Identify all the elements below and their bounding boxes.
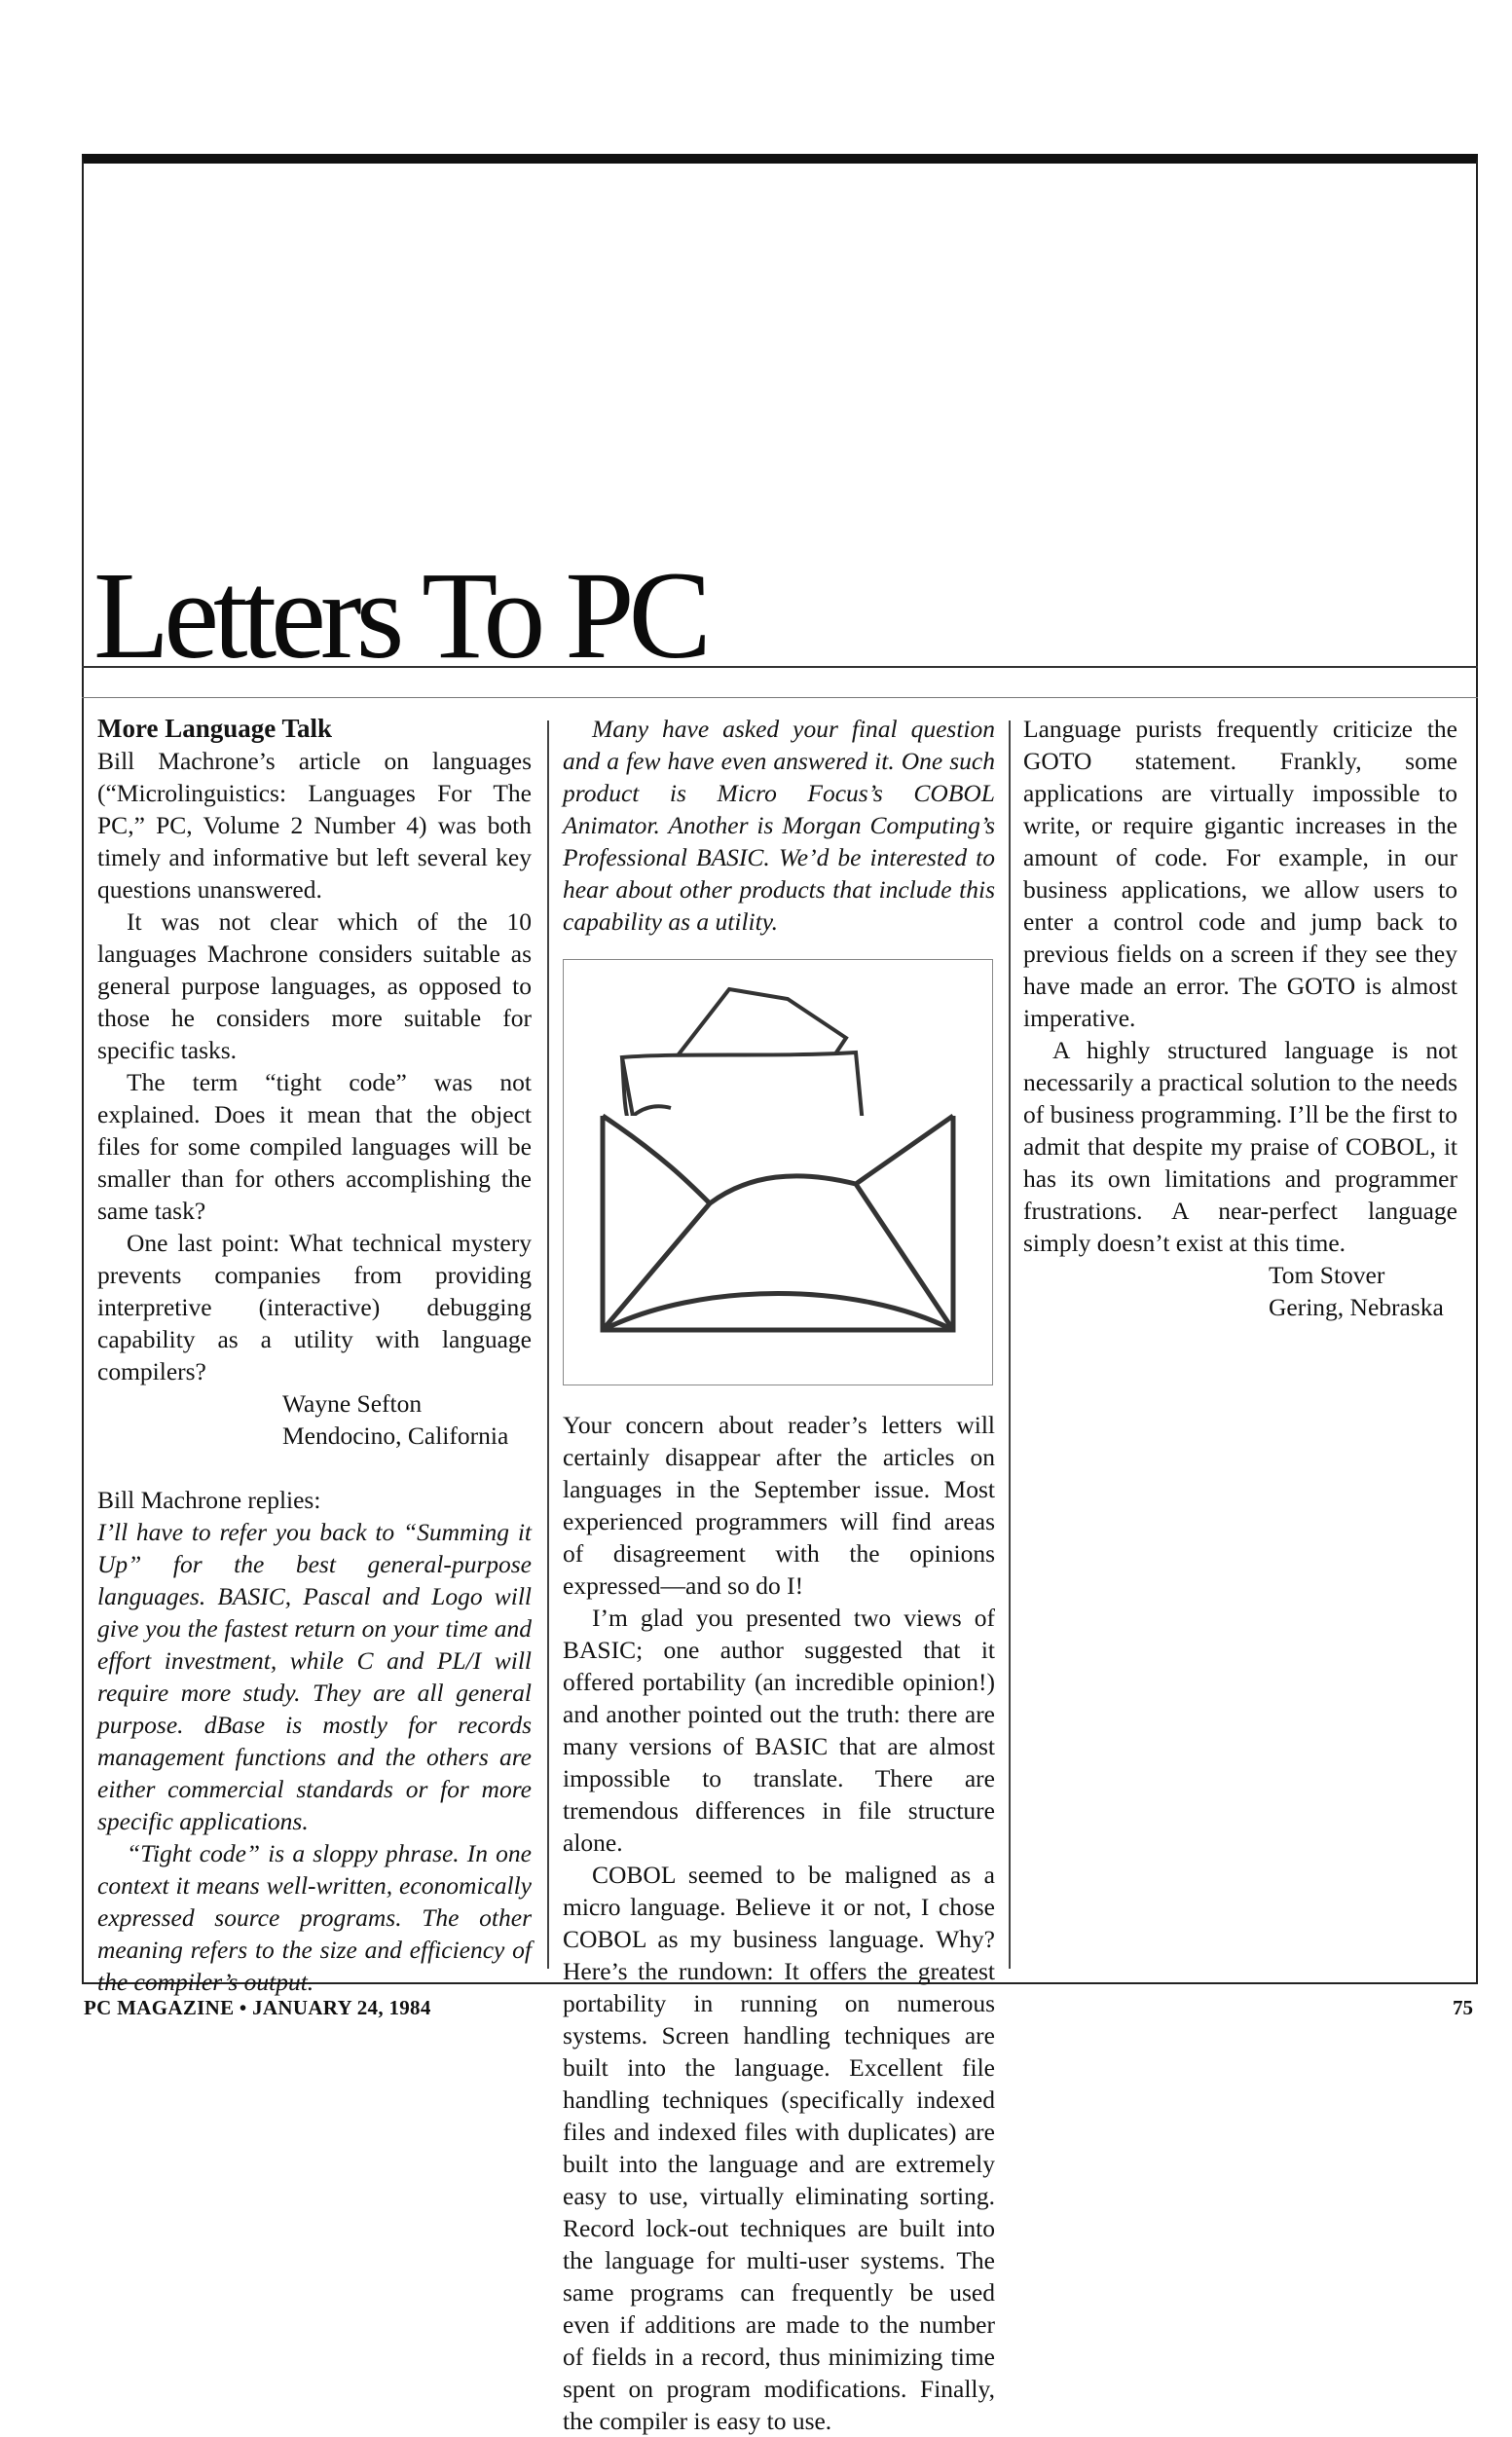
- letter-paragraph: Your concern about reader’s letters will certainly disappear after the articles on languages in the September issue. Most experienced programmers will find areas of disagreement with the opinions expressed—and so do I!: [563, 1411, 995, 1600]
- reply-paragraph: “Tight code” is a sloppy phrase. In one context it means well-written, economically expressed source programs. The other meaning refers to the size and efficiency of the compiler’s output.: [97, 1839, 532, 1996]
- letter-paragraph: It was not clear which of the 10 languages Machrone considers suitable as general purpose languages, as opposed to those he considers more suitable for specific tasks.: [97, 907, 532, 1064]
- envelope-with-letter-icon: [563, 959, 993, 1385]
- signature-place: Gering, Nebraska: [1269, 1293, 1444, 1321]
- reply-paragraph: I’ll have to refer you back to “Summing it Up” for the best general-purpose languages. BASIC, Pascal and Logo will give you the fastest return on your time and effort investment, while C and PL/I will require more study. They are all general purpose. dBase is mostly for records management functions and the others are either commercial standards or for more specific applications.: [97, 1518, 532, 1835]
- column-2-content: [563, 713, 995, 2435]
- page-number: 75: [1453, 1996, 1473, 2019]
- letter-paragraph: One last point: What technical mystery prevents companies from providing interpretive (interactive) debugging capability as a utility with language compilers?: [97, 1229, 532, 1385]
- signature-name: Tom Stover: [1269, 1261, 1385, 1289]
- letter-paragraph: A highly structured language is not necessarily a practical solution to the needs of business programming. I’ll be the first to admit that despite my praise of COBOL, it has its own limitations and programmer frustrations. A near-perfect language simply doesn’t exist at this time.: [1023, 1036, 1457, 1257]
- title-rule-thin: [82, 697, 1478, 698]
- footer-magazine: PC MAGAZINE • JANUARY 24, 1984: [84, 1996, 431, 2019]
- title-rule: [82, 666, 1478, 668]
- column-divider: [1009, 720, 1011, 1969]
- column-1: [97, 713, 532, 1998]
- letter-paragraph: COBOL seemed to be maligned as a micro language. Believe it or not, I chose COBOL as my business language. Why? Here’s the rundown: It offers the greatest portability in running on numerous systems. Screen handling techniques are built into the language. Excellent file handling techniques (specifically indexed files and indexed files with duplicates) are built into the language and are extremely easy to use, virtually eliminating sorting. Record lock-out techniques are built into the language for multi-user systems. The same programs can frequently be used even if additions are made to the number of fields in a record, thus minimizing time spent on program modifications. Finally, the compiler is easy to use.: [563, 1861, 995, 2435]
- letter-paragraph: I’m glad you presented two views of BASIC; one author suggested that it offered portability (an incredible opinion!) and another pointed out the truth: there are many versions of BASIC that are almost impossible to translate. There are tremendous differences in file structure alone.: [563, 1604, 995, 1857]
- signature-name: Wayne Sefton: [282, 1389, 423, 1418]
- column-3: [1023, 713, 1457, 1323]
- reply-paragraph: Many have asked your final question and a few have even answered it. One such product is Micro Focus’s COBOL Animator. Another is Morgan Computing’s Professional BASIC. We’d be interested to hear about other products that include this capability as a utility.: [563, 715, 995, 936]
- letter-paragraph: The term “tight code” was not explained. Does it mean that the object files for some compiled languages will be smaller than for others accomplishing the same task?: [97, 1068, 532, 1225]
- letter-paragraph: Language purists frequently criticize the GOTO statement. Frankly, some applications are virtually impossible to write, or require gigantic increases in the amount of code. For example, in our business applications, we allow users to enter a control code and jump back to previous fields on a screen if they see they have made an error. The GOTO is almost imperative.: [1023, 715, 1457, 1032]
- letter-paragraph: Bill Machrone’s article on languages (“Microlinguistics: Languages For The PC,” PC, Volume 2 Number 4) was both timely and informative but left several key questions unanswered.: [97, 747, 532, 904]
- letter-headline: More Language Talk: [97, 714, 333, 743]
- page-title: Letters To PC: [93, 546, 706, 684]
- signature-place: Mendocino, California: [282, 1422, 509, 1450]
- reply-label: Bill Machrone replies:: [97, 1486, 321, 1514]
- column-divider: [547, 720, 549, 1969]
